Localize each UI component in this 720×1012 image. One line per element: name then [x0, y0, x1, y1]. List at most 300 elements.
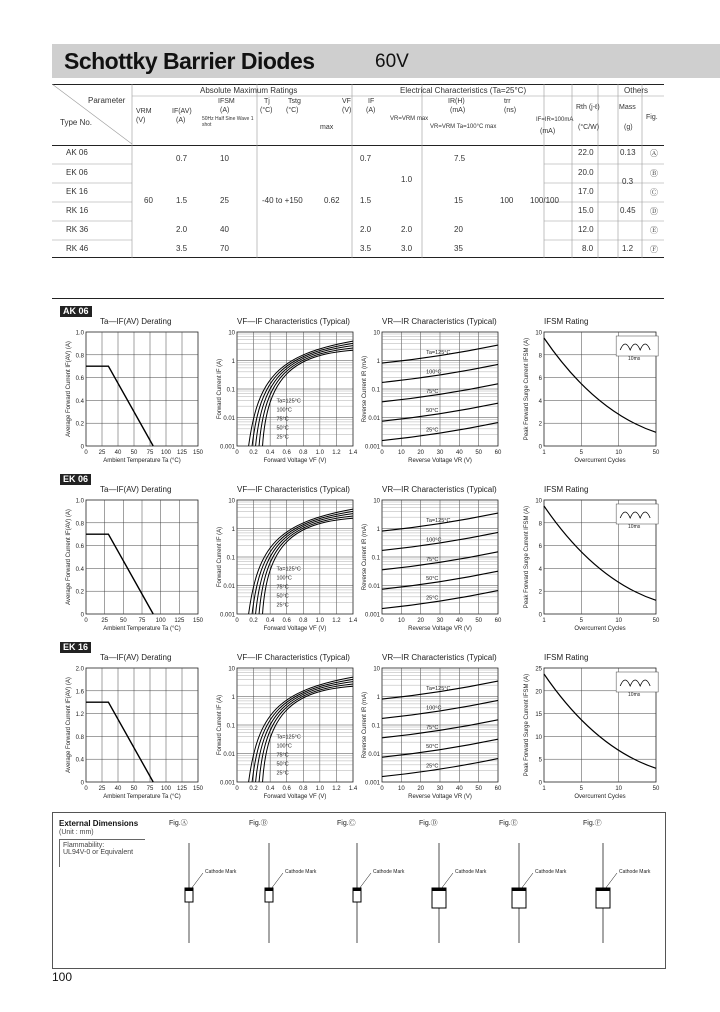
vfif-xtick: 0.8 — [299, 618, 308, 624]
ifsm-xlabel: Overcurrent Cycles — [574, 626, 626, 632]
row-mass-shared: 0.3 — [622, 177, 634, 186]
derating-ytick: 0 — [80, 780, 84, 787]
h-vrm: VRM — [136, 108, 152, 115]
derating-ytick: 0.4 — [75, 398, 84, 405]
vfif-curve — [259, 684, 353, 782]
vfif-ylabel: Forward Current IF (A) — [217, 526, 223, 588]
vfif-xtick: 0 — [235, 450, 239, 456]
ifsm-ytick: 8 — [538, 521, 542, 528]
derating-title: Ta—IF(AV) Derating — [100, 485, 172, 494]
cathode-leader — [271, 873, 283, 889]
cathode-band — [596, 888, 610, 891]
vrir-ytick: 1 — [376, 359, 380, 365]
ifsm-xlabel: Overcurrent Cycles — [574, 794, 626, 800]
vfif-xtick: 0.6 — [282, 450, 291, 456]
row-type-4: RK 36 — [66, 225, 89, 234]
cell-ir-1: 7.5 — [454, 154, 466, 163]
vfif-xtick: 0.4 — [265, 786, 275, 792]
row-rth-4: 12.0 — [578, 225, 594, 234]
ifsm-ytick: 0 — [538, 612, 542, 619]
derating-ylabel: Average Forward Current IF(AV) (A) — [66, 677, 72, 773]
vfif-title: VF—IF Characteristics (Typical) — [237, 653, 350, 662]
n-ta-ir: VR=VRM Ta=100°C max — [430, 124, 497, 130]
vfif-ytick: 0.001 — [219, 444, 235, 451]
u-tstg: (°C) — [286, 107, 299, 114]
ifsm-ytick: 5 — [538, 757, 542, 764]
u-io: (A) — [176, 117, 186, 124]
derating-xtick: 50 — [119, 618, 127, 624]
ifsm-ytick: 10 — [535, 330, 542, 337]
vfif-curve-label: 25°C — [276, 434, 289, 441]
vrir-xtick: 10 — [397, 450, 405, 456]
cell-ifsm-6: 70 — [220, 244, 229, 253]
vfif-xtick: 0.4 — [265, 618, 275, 624]
cell-ir-6: 35 — [454, 244, 463, 253]
vfif-xtick: 0 — [235, 786, 239, 792]
row-mass-0: 0.13 — [620, 148, 636, 157]
derating-ytick: 0.6 — [75, 544, 84, 551]
vrir-xtick: 0 — [380, 786, 384, 792]
derating-xtick: 150 — [192, 618, 204, 624]
vrir-xtick: 40 — [455, 618, 463, 624]
page-number: 100 — [52, 970, 73, 984]
ifsm-ytick: 8 — [538, 353, 542, 360]
cell-vf-4: 0.62 — [324, 196, 340, 205]
vrir-title: VR—IR Characteristics (Typical) — [382, 653, 497, 662]
others-group: Others — [624, 86, 649, 95]
ext-fig-label: Fig.Ⓑ — [249, 820, 268, 827]
derating-xtick: 50 — [130, 786, 138, 792]
vrir-ytick: 0.1 — [371, 387, 380, 394]
vrir-xtick: 40 — [455, 786, 463, 792]
vfif-curve-label: 100°C — [276, 743, 292, 750]
ifsm-xtick: 5 — [579, 450, 584, 456]
n-vf-max: max — [320, 124, 334, 131]
derating-ytick: 1.6 — [75, 689, 84, 696]
vrir-curve-label: 75°C — [426, 724, 439, 731]
cell-ir-4: 15 — [454, 196, 463, 205]
cathode-band — [512, 888, 526, 891]
vrir-xtick: 60 — [494, 618, 502, 624]
ifsm-xtick: 1 — [542, 786, 546, 792]
u-irr: (mA) — [540, 128, 556, 135]
derating-ytick: 1.0 — [75, 498, 84, 505]
u-vrm: (V) — [136, 117, 146, 124]
vrir-curve-label: 75°C — [426, 388, 439, 395]
cathode-band — [432, 888, 446, 891]
vrir-curve-label: 50°C — [426, 408, 439, 415]
section-charts — [52, 312, 672, 472]
page-title: Schottky Barrier Diodes — [64, 48, 315, 74]
vrir-xtick: 50 — [475, 618, 483, 624]
cathode-mark-label: Cathode Mark — [619, 869, 651, 875]
n-ifsm: 50Hz Half Sine Wave 1 shot — [202, 116, 254, 128]
vfif-ytick: 0.01 — [223, 416, 235, 422]
vfif-ytick: 0.001 — [219, 612, 235, 619]
vrir-ylabel: Reverse Current IR (mA) — [362, 355, 368, 423]
ifsm-xlabel: Overcurrent Cycles — [574, 458, 626, 464]
cell-ifsm-5: 40 — [220, 225, 229, 234]
h-tstg: Tstg — [288, 98, 301, 105]
h-rth: Rth (j-ℓ) — [576, 104, 600, 111]
derating-ytick: 0 — [80, 612, 84, 619]
cell-irc: 1.0 — [401, 175, 413, 184]
ifsm-xtick: 10 — [615, 786, 623, 792]
vrir-ytick: 0.001 — [364, 780, 380, 787]
derating-xtick: 25 — [98, 786, 106, 792]
vrir-ytick: 0.01 — [368, 584, 380, 590]
derating-xtick: 75 — [138, 618, 146, 624]
vrir-curve-label: 50°C — [426, 576, 439, 583]
derating-xtick: 0 — [84, 618, 88, 624]
cell-irc-5: 2.0 — [360, 225, 372, 234]
derating-xlabel: Ambient Temperature Ta (°C) — [103, 626, 181, 632]
vfif-ytick: 0.1 — [226, 723, 235, 730]
row-fig-1: Ⓑ — [650, 169, 658, 178]
ifsm-xtick: 10 — [615, 618, 623, 624]
derating-xtick: 100 — [155, 618, 166, 624]
vfif-ytick: 0.1 — [226, 387, 235, 394]
u-ir: (mA) — [450, 107, 466, 114]
vfif-xtick: 0.6 — [282, 786, 291, 792]
row-mass-5: 1.2 — [622, 244, 634, 253]
vfif-ytick: 0.01 — [223, 752, 235, 758]
section-charts — [52, 480, 672, 640]
vfif-xtick: 0 — [235, 618, 239, 624]
vrir-ytick: 10 — [373, 330, 380, 337]
vfif-xtick: 1.2 — [332, 786, 341, 792]
cathode-leader — [605, 873, 617, 889]
cathode-leader — [191, 873, 203, 889]
cell-io-5: 2.0 — [176, 225, 188, 234]
ifsm-ylabel: Peak Forward Surge Current IFSM (A) — [524, 337, 530, 441]
row-mass-3: 0.45 — [620, 206, 636, 215]
param-label: Parameter — [88, 96, 126, 105]
vrir-curve-label: 25°C — [426, 595, 439, 602]
derating-xlabel: Ambient Temperature Ta (°C) — [103, 794, 181, 800]
vrir-xtick: 50 — [475, 786, 483, 792]
title-bar — [52, 44, 720, 78]
vrir-ytick: 0.1 — [371, 555, 380, 562]
cathode-mark-label: Cathode Mark — [535, 869, 567, 875]
vrir-xtick: 60 — [494, 450, 502, 456]
ext-fig-label: Fig.Ⓐ — [169, 820, 188, 827]
ifsm-ytick: 6 — [538, 544, 542, 551]
derating-xtick: 0 — [84, 786, 88, 792]
row-fig-4: Ⓔ — [650, 226, 658, 235]
ifsm-xtick: 1 — [542, 618, 546, 624]
package-drawings — [53, 813, 665, 968]
derating-xtick: 25 — [98, 450, 106, 456]
section-tag: EK 06 — [60, 474, 91, 485]
h-ifsm: IFSM — [218, 98, 235, 105]
row-type-3: RK 16 — [66, 206, 89, 215]
u-tj: (°C) — [260, 107, 273, 114]
derating-ytick: 0.6 — [75, 376, 84, 383]
vrir-xtick: 20 — [417, 618, 425, 624]
ul-rating: UL94V-0 or Equivalent — [63, 849, 134, 856]
derating-title: Ta—IF(AV) Derating — [100, 317, 172, 326]
vfif-xtick: 0.8 — [299, 786, 308, 792]
derating-xtick: 25 — [101, 618, 109, 624]
vrir-xtick: 30 — [436, 450, 444, 456]
vfif-curve-label: 25°C — [276, 770, 289, 777]
row-type-2: EK 16 — [66, 187, 88, 196]
vfif-xlabel: Forward Voltage VF (V) — [263, 626, 327, 632]
cell-irc-6: 3.5 — [360, 244, 372, 253]
cathode-leader — [359, 873, 371, 889]
vrir-ytick: 0.001 — [364, 612, 380, 619]
ifsm-title: IFSM Rating — [544, 317, 589, 326]
vrir-ylabel: Reverse Current IR (mA) — [362, 523, 368, 591]
vfif-xtick: 1.0 — [315, 786, 325, 792]
section-tag: EK 16 — [60, 642, 91, 653]
cell-irr-4: 100/100 — [530, 196, 559, 205]
vfif-xlabel: Forward Voltage VF (V) — [263, 794, 327, 800]
cathode-leader — [441, 873, 453, 889]
vfif-curve-label: 75°C — [276, 584, 289, 591]
ifsm-xtick: 1 — [542, 450, 546, 456]
cathode-band — [185, 888, 193, 891]
row-fig-2: Ⓒ — [650, 188, 658, 197]
derating-xtick: 75 — [146, 450, 154, 456]
ifsm-ytick: 4 — [538, 566, 542, 573]
ifsm-wave-label: 10ms — [628, 356, 641, 362]
vrir-xtick: 20 — [417, 450, 425, 456]
cell-vfm-5: 2.0 — [401, 225, 413, 234]
row-rth-0: 22.0 — [578, 148, 594, 157]
row-type-0: AK 06 — [66, 148, 88, 157]
derating-frame — [86, 332, 198, 446]
type-label: Type No. — [60, 118, 93, 127]
derating-xtick: 150 — [192, 786, 204, 792]
h-io: IF(AV) — [172, 108, 192, 115]
amr-group: Absolute Maximum Ratings — [200, 86, 298, 95]
ifsm-title: IFSM Rating — [544, 653, 589, 662]
vrir-xtick: 0 — [380, 450, 384, 456]
derating-xtick: 100 — [160, 450, 172, 456]
ext-unit: (Unit : mm) — [59, 829, 94, 836]
vfif-curve-label: 25°C — [276, 602, 289, 609]
h-ir-cur: IF — [368, 98, 375, 105]
derating-ytick: 0.2 — [75, 421, 84, 428]
vfif-xtick: 0.6 — [282, 618, 291, 624]
cathode-leader — [521, 873, 533, 889]
ifsm-xtick: 5 — [579, 786, 584, 792]
vfif-xtick: 1.2 — [332, 618, 341, 624]
vrir-xtick: 50 — [475, 450, 483, 456]
cathode-mark-label: Cathode Mark — [373, 869, 405, 875]
ifsm-ytick: 25 — [535, 666, 542, 673]
vrir-ytick: 0.01 — [368, 752, 380, 758]
vfif-xtick: 1.0 — [315, 450, 325, 456]
vfif-ytick: 1 — [231, 527, 235, 533]
external-dimensions — [52, 812, 666, 969]
cell-irc-4: 1.5 — [360, 196, 372, 205]
ifsm-ytick: 6 — [538, 376, 542, 383]
ifsm-wave-label: 10ms — [628, 692, 641, 698]
derating-curve — [86, 534, 153, 614]
n-irr: IF=IR=100mA — [536, 117, 574, 123]
u-ir-cur: (A) — [366, 107, 376, 114]
spec-table — [52, 84, 664, 258]
cathode-mark-label: Cathode Mark — [205, 869, 237, 875]
vfif-ytick: 10 — [228, 498, 235, 505]
ec-group: Electrical Characteristics (Ta=25°C) — [400, 86, 527, 95]
derating-ytick: 1.0 — [75, 330, 84, 337]
vrir-curve-label: Ta=125°C — [426, 518, 451, 525]
derating-curve — [86, 702, 153, 782]
vrir-ytick: 10 — [373, 666, 380, 673]
vfif-xtick: 1.4 — [348, 618, 358, 624]
vrir-xtick: 40 — [455, 450, 463, 456]
vrir-curve-label: 25°C — [426, 427, 439, 434]
derating-xtick: 150 — [192, 450, 204, 456]
derating-ytick: 0.8 — [75, 353, 84, 360]
vrir-curve-label: Ta=125°C — [426, 350, 451, 357]
u-ifsm: (A) — [220, 107, 230, 114]
row-fig-5: Ⓕ — [650, 245, 658, 254]
cell-ir-5: 20 — [454, 225, 463, 234]
ifsm-ytick: 0 — [538, 444, 542, 451]
ifsm-xtick: 10 — [615, 450, 623, 456]
vfif-curve-label: 100°C — [276, 407, 292, 414]
cell-ifsm-4: 25 — [220, 196, 229, 205]
vfif-xtick: 1.4 — [348, 786, 358, 792]
row-rth-5: 8.0 — [582, 244, 594, 253]
derating-ytick: 0.8 — [75, 734, 84, 741]
derating-title: Ta—IF(AV) Derating — [100, 653, 172, 662]
flammability-label: Flammability: — [63, 842, 105, 849]
vfif-ylabel: Forward Current IF (A) — [217, 358, 223, 420]
vfif-title: VF—IF Characteristics (Typical) — [237, 485, 350, 494]
cathode-band — [265, 888, 273, 891]
vfif-curve-label: 75°C — [276, 416, 289, 423]
vrir-title: VR—IR Characteristics (Typical) — [382, 485, 497, 494]
derating-ylabel: Average Forward Current IF(AV) (A) — [66, 341, 72, 437]
vrir-curve-label: Ta=125°C — [426, 686, 451, 693]
h-vf: VF — [342, 98, 351, 105]
vfif-title: VF—IF Characteristics (Typical) — [237, 317, 350, 326]
vrir-xtick: 0 — [380, 618, 384, 624]
charts-top-rule — [52, 298, 664, 299]
derating-ytick: 0.4 — [75, 757, 84, 764]
derating-xtick: 75 — [146, 786, 154, 792]
ifsm-ytick: 20 — [535, 689, 542, 696]
cell-vrm: 60 — [144, 196, 153, 205]
vfif-ylabel: Forward Current IF (A) — [217, 694, 223, 756]
vfif-ytick: 0.1 — [226, 555, 235, 562]
vrir-xtick: 10 — [397, 618, 405, 624]
cathode-mark-label: Cathode Mark — [455, 869, 487, 875]
vfif-ytick: 1 — [231, 359, 235, 365]
row-rth-2: 17.0 — [578, 187, 594, 196]
vrir-ytick: 10 — [373, 498, 380, 505]
derating-ytick: 1.2 — [75, 712, 84, 719]
vrir-curve-label: 50°C — [426, 744, 439, 751]
n-vr: VR=VRM max — [390, 116, 429, 122]
vfif-curve-label: 50°C — [276, 761, 289, 768]
cell-vfm-6: 3.0 — [401, 244, 413, 253]
vfif-xtick: 0.2 — [249, 450, 258, 456]
vfif-xtick: 1.2 — [332, 450, 341, 456]
vrir-xtick: 60 — [494, 786, 502, 792]
ifsm-wave-label: 10ms — [628, 524, 641, 530]
vrir-ytick: 0.1 — [371, 723, 380, 730]
derating-ytick: 2.0 — [75, 666, 84, 673]
vfif-curve-label: Ta=125°C — [276, 734, 301, 741]
vrir-xlabel: Reverse Voltage VR (V) — [408, 626, 472, 632]
ifsm-ylabel: Peak Forward Surge Current IFSM (A) — [524, 673, 530, 777]
ext-fig-label: Fig.Ⓓ — [419, 820, 438, 827]
section-tag: AK 06 — [60, 306, 92, 317]
vfif-xtick: 1.4 — [348, 450, 358, 456]
vfif-curve-label: 50°C — [276, 593, 289, 600]
derating-xtick: 125 — [176, 450, 188, 456]
ext-fig-label: Fig.Ⓒ — [337, 820, 356, 827]
vfif-ytick: 10 — [228, 330, 235, 337]
ifsm-xtick: 50 — [652, 618, 660, 624]
vrir-curve-label: 100°C — [426, 369, 442, 376]
ifsm-ylabel: Peak Forward Surge Current IFSM (A) — [524, 505, 530, 609]
vfif-curve-label: 75°C — [276, 752, 289, 759]
h-ir: IR(H) — [448, 98, 465, 105]
ifsm-ytick: 10 — [535, 734, 542, 741]
vfif-xtick: 0.4 — [265, 450, 275, 456]
vfif-xtick: 0.8 — [299, 450, 308, 456]
cathode-mark-label: Cathode Mark — [285, 869, 317, 875]
ifsm-xtick: 50 — [652, 450, 660, 456]
vrir-ytick: 0.01 — [368, 416, 380, 422]
u-rth: (°C/W) — [578, 124, 600, 131]
vrir-xtick: 10 — [397, 786, 405, 792]
vrir-title: VR—IR Characteristics (Typical) — [382, 317, 497, 326]
vfif-curve-label: Ta=125°C — [276, 566, 301, 573]
ifsm-title: IFSM Rating — [544, 485, 589, 494]
cell-vf-1: 0.7 — [360, 154, 372, 163]
ifsm-ytick: 10 — [535, 498, 542, 505]
vfif-curve — [259, 348, 353, 446]
vfif-xlabel: Forward Voltage VF (V) — [263, 458, 327, 464]
row-type-1: EK 06 — [66, 168, 88, 177]
vfif-xtick: 0.2 — [249, 618, 258, 624]
cell-ifsm-1: 10 — [220, 154, 229, 163]
row-fig-3: Ⓓ — [650, 207, 658, 216]
row-type-5: RK 46 — [66, 244, 89, 253]
cell-io-6: 3.5 — [176, 244, 188, 253]
ifsm-ytick: 2 — [538, 421, 542, 428]
vrir-ytick: 0.001 — [364, 444, 380, 451]
derating-frame — [86, 668, 198, 782]
derating-xtick: 0 — [84, 450, 88, 456]
vrir-curve-label: 75°C — [426, 556, 439, 563]
vrir-xlabel: Reverse Voltage VR (V) — [408, 458, 472, 464]
h-fig: Fig. — [646, 114, 658, 121]
cell-tj-tstg: -40 to +150 — [262, 196, 303, 205]
derating-ytick: 0 — [80, 444, 84, 451]
row-rth-1: 20.0 — [578, 168, 594, 177]
derating-xlabel: Ambient Temperature Ta (°C) — [103, 458, 181, 464]
vfif-ytick: 1 — [231, 695, 235, 701]
vrir-curve-label: 25°C — [426, 763, 439, 770]
vfif-curve-label: 50°C — [276, 425, 289, 432]
derating-xtick: 100 — [160, 786, 172, 792]
ifsm-ytick: 4 — [538, 398, 542, 405]
vrir-xtick: 30 — [436, 786, 444, 792]
vrir-ylabel: Reverse Current IR (mA) — [362, 691, 368, 759]
vfif-ytick: 0.001 — [219, 780, 235, 787]
derating-xtick: 40 — [114, 450, 122, 456]
